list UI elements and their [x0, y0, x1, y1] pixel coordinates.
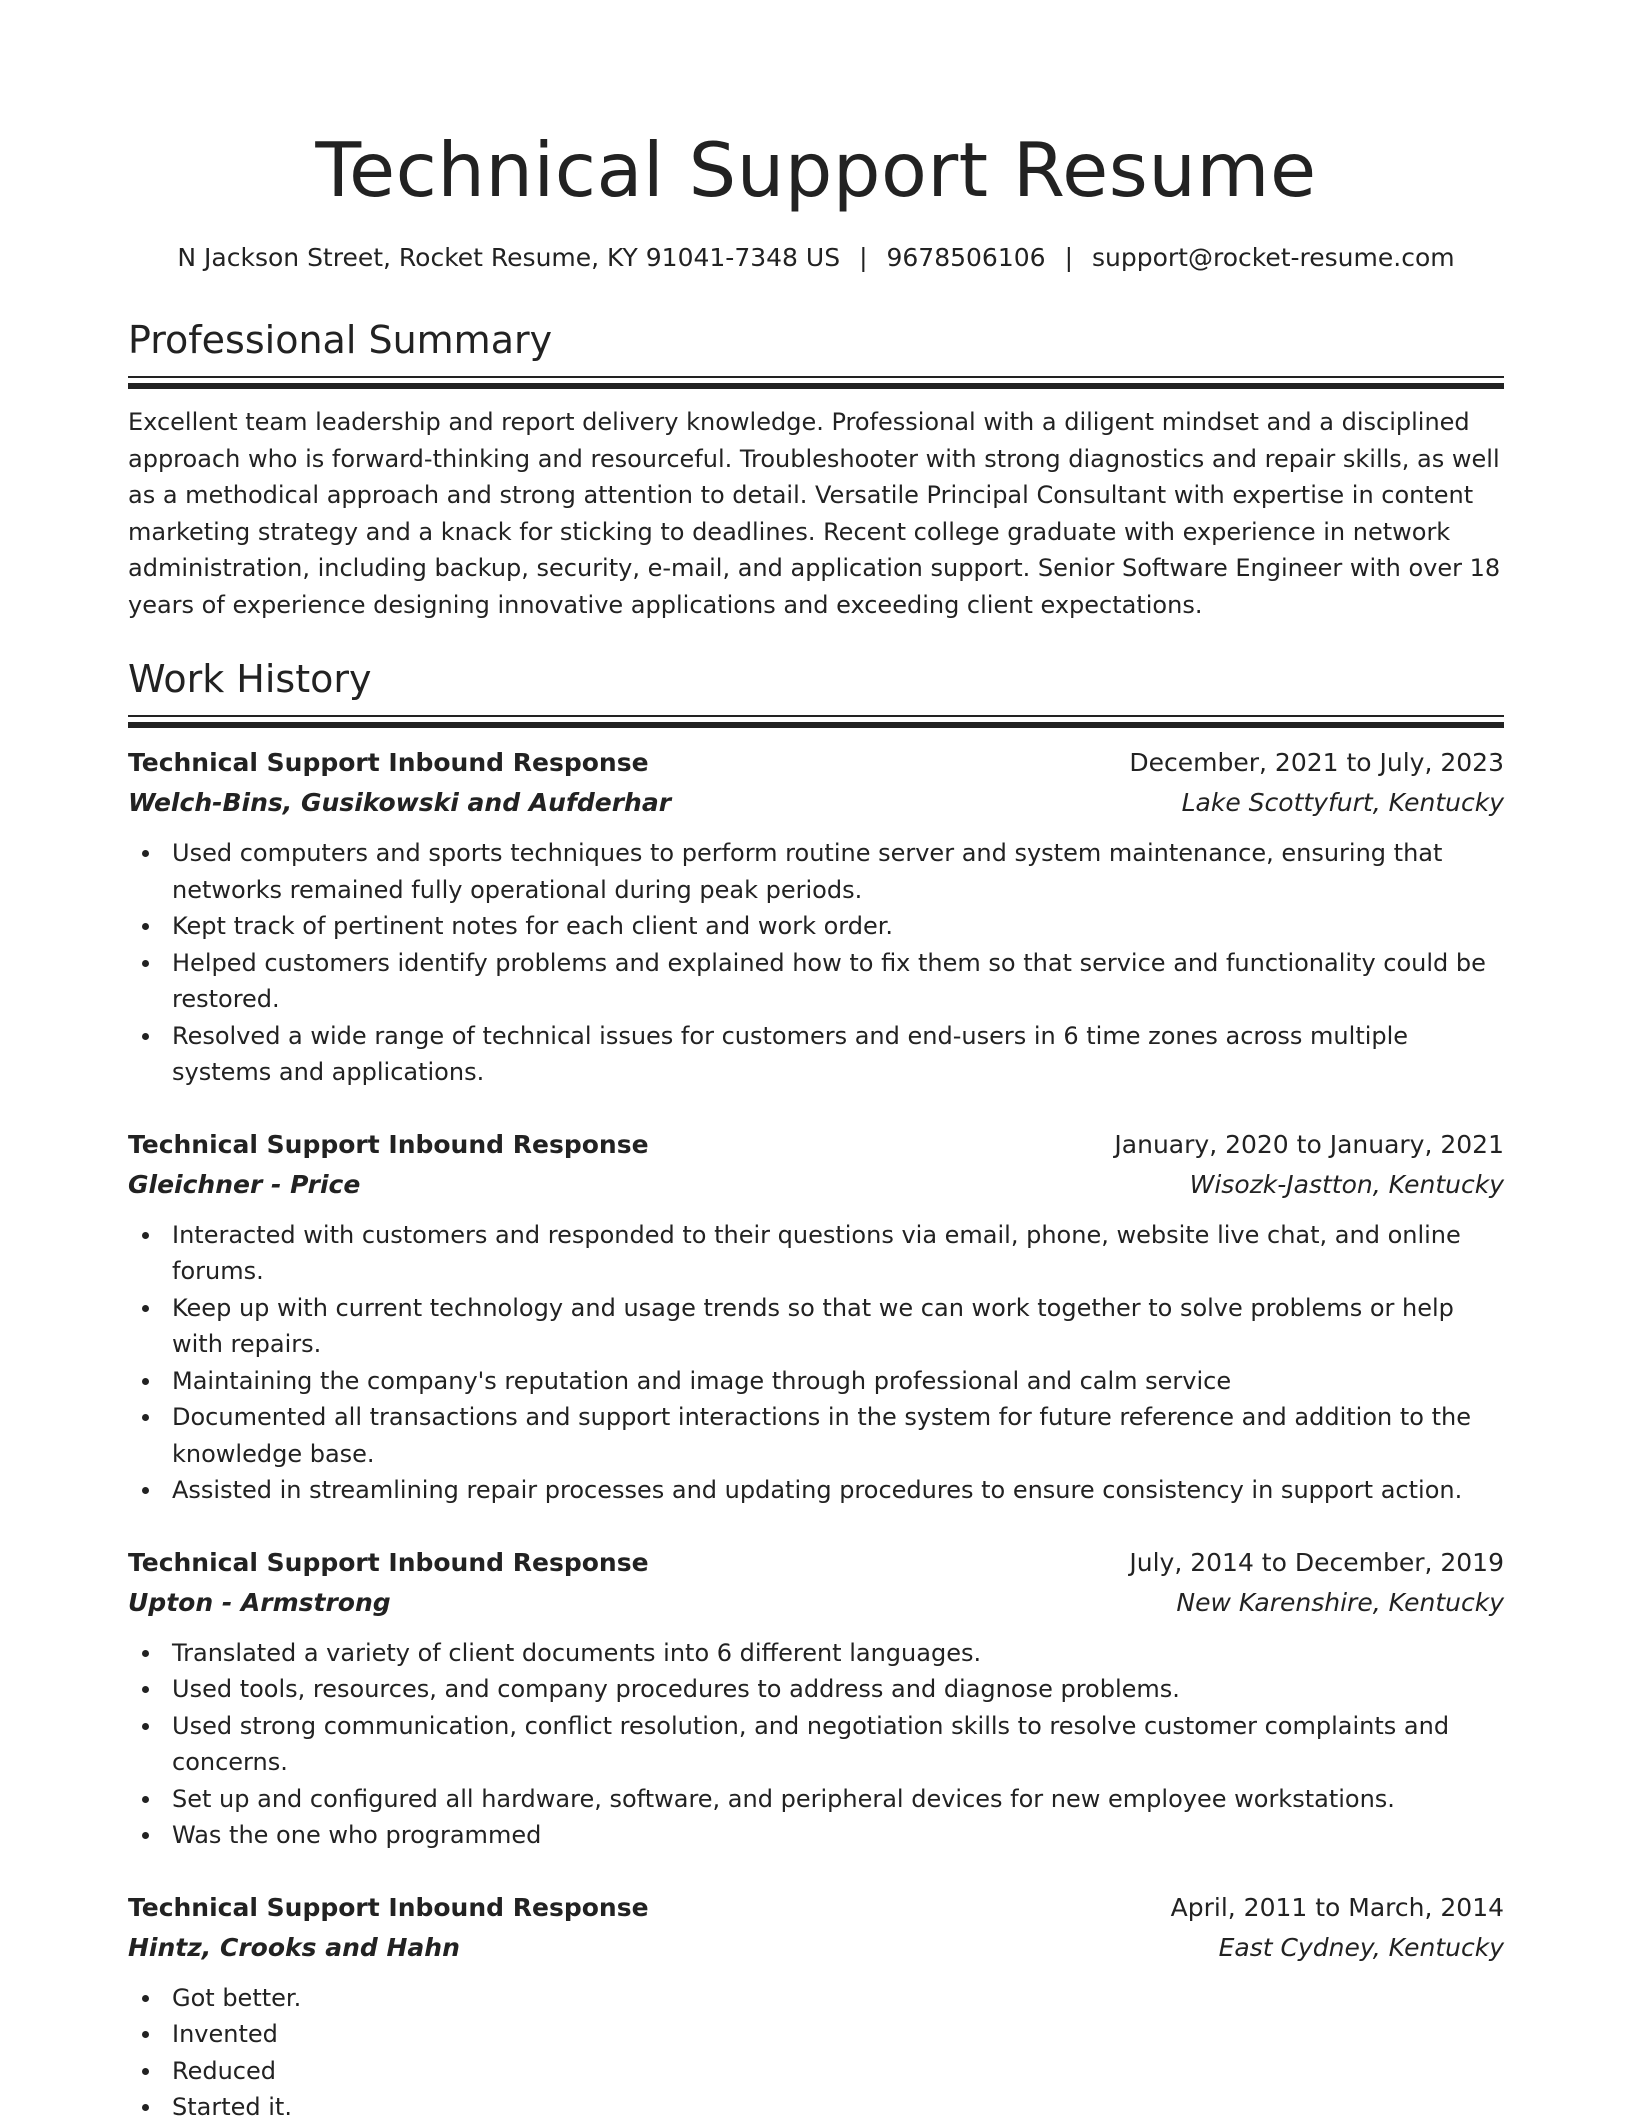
contact-separator: |: [859, 243, 868, 272]
job-company-row: [128, 783, 1504, 823]
job-bullet-text: Used computers and sports techniques to perform routine server and system maintenance, ensuring that networks remained fully operational during peak periods.: [172, 839, 1443, 904]
job-bullet-item: [128, 2053, 1504, 2090]
job-bullet-text: Was the one who programmed: [172, 1821, 542, 1849]
job-company-row: [128, 1165, 1504, 1205]
job-company: Gleichner - Price: [128, 1169, 361, 1199]
job-bullet-item: [128, 1708, 1504, 1781]
job-bullet-text: Maintaining the company's reputation and image through professional and calm service: [172, 1366, 1232, 1395]
bullet-dot-icon: [142, 1832, 149, 1839]
job-title: Technical Support Inbound Response: [128, 1547, 649, 1577]
work-history-section: [128, 653, 1504, 2126]
job-entry: [128, 1543, 1504, 1854]
section-heading-summary: Professional Summary: [128, 318, 553, 362]
job-header-row: [128, 1543, 1504, 1583]
job-bullet-item: [128, 1399, 1504, 1472]
job-entry: [128, 743, 1504, 1091]
job-bullet-list: [128, 1980, 1504, 2126]
job-title: Technical Support Inbound Response: [128, 1892, 649, 1922]
job-bullet-text: Documented all transactions and support interactions in the system for future reference and addition to the knowledge base.: [172, 1403, 1471, 1468]
job-location: Lake Scottyfurt, Kentucky: [1181, 788, 1504, 817]
job-bullet-text: Used tools, resources, and company procedures to address and diagnose problems.: [172, 1675, 1180, 1703]
bullet-dot-icon: [142, 2031, 149, 2038]
section-divider: [128, 715, 1504, 727]
job-bullet-text: Resolved a wide range of technical issues for customers and end-users in 6 time zones across multiple systems and applications.: [172, 1021, 1409, 1086]
section-heading-work-history: Work History: [128, 657, 372, 701]
bullet-dot-icon: [142, 1305, 149, 1312]
resume-title: Technical Support Resume: [315, 126, 1317, 214]
job-bullet-text: Used strong communication, conflict resolution, and negotiation skills to resolve customer complaints and concerns.: [172, 1711, 1450, 1776]
job-bullet-text: Started it.: [172, 2093, 292, 2121]
job-dates: January, 2020 to January, 2021: [1114, 1129, 1504, 1159]
job-bullet-list: [128, 835, 1504, 1091]
contact-address: N Jackson Street, Rocket Resume, KY 91041-7348 US: [177, 243, 841, 272]
job-location: Wisozk-Jastton, Kentucky: [1189, 1169, 1504, 1199]
job-bullet-text: Reduced: [172, 2056, 277, 2085]
bullet-dot-icon: [142, 1378, 149, 1385]
bullet-dot-icon: [142, 1723, 149, 1730]
job-bullet-list: [128, 1635, 1504, 1854]
bullet-dot-icon: [142, 1487, 149, 1494]
job-bullet-item: [128, 2089, 1504, 2126]
job-bullet-text: Set up and configured all hardware, software, and peripheral devices for new employee workstations.: [172, 1784, 1395, 1813]
job-dates: July, 2014 to December, 2019: [1129, 1547, 1504, 1577]
job-bullet-text: Invented: [172, 2020, 278, 2048]
job-dates: December, 2021 to July, 2023: [1129, 748, 1504, 777]
contact-line: [128, 240, 1504, 276]
job-entry: [128, 1888, 1504, 2126]
job-bullet-item: [128, 1363, 1504, 1400]
job-company-row: [128, 1583, 1504, 1623]
job-header-row: [128, 1888, 1504, 1928]
job-bullet-item: [128, 835, 1504, 908]
bullet-dot-icon: [142, 1033, 149, 1040]
job-bullet-text: Interacted with customers and responded to their questions via email, phone, website live chat, and online forums.: [172, 1220, 1461, 1285]
job-bullet-item: [128, 1781, 1504, 1818]
job-bullet-list: [128, 1217, 1504, 1509]
job-header-row: [128, 1125, 1504, 1165]
job-entry: [128, 1125, 1504, 1509]
job-list: [128, 743, 1504, 2126]
bullet-dot-icon: [142, 1686, 149, 1693]
job-bullet-item: [128, 1817, 1504, 1854]
job-location: East Cydney, Kentucky: [1218, 1932, 1504, 1962]
bullet-dot-icon: [142, 1232, 149, 1239]
job-location: New Karenshire, Kentucky: [1176, 1587, 1504, 1617]
bullet-dot-icon: [142, 1995, 149, 2002]
bullet-dot-icon: [142, 960, 149, 967]
job-bullet-item: [128, 908, 1504, 945]
job-bullet-item: [128, 1290, 1504, 1363]
bullet-dot-icon: [142, 1414, 149, 1421]
job-bullet-item: [128, 1671, 1504, 1708]
job-bullet-text: Translated a variety of client documents into 6 different languages.: [172, 1638, 982, 1667]
job-title: Technical Support Inbound Response: [128, 748, 649, 777]
job-dates: April, 2011 to March, 2014: [1170, 1892, 1504, 1922]
bullet-dot-icon: [142, 1650, 149, 1657]
job-bullet-text: Assisted in streamlining repair processes and updating procedures to ensure consistency in support action.: [172, 1476, 1463, 1504]
job-title: Technical Support Inbound Response: [128, 1129, 649, 1159]
contact-email: support@rocket-resume.com: [1092, 243, 1455, 272]
contact-separator: |: [1064, 243, 1073, 272]
job-company: Upton - Armstrong: [128, 1587, 391, 1617]
bullet-dot-icon: [142, 923, 149, 930]
job-company: Hintz, Crooks and Hahn: [128, 1932, 460, 1962]
job-bullet-item: [128, 1018, 1504, 1091]
contact-phone: 9678506106: [886, 243, 1046, 272]
job-bullet-item: [128, 1217, 1504, 1290]
job-bullet-text: Kept track of pertinent notes for each client and work order.: [172, 912, 894, 940]
job-bullet-text: Got better.: [172, 1983, 302, 2012]
job-bullet-item: [128, 1472, 1504, 1509]
bullet-dot-icon: [142, 850, 149, 857]
job-bullet-item: [128, 945, 1504, 1018]
job-company: Welch-Bins, Gusikowski and Aufderhar: [128, 788, 672, 817]
bullet-dot-icon: [142, 1796, 149, 1803]
bullet-dot-icon: [142, 2104, 149, 2111]
bullet-dot-icon: [142, 2068, 149, 2075]
job-bullet-item: [128, 1635, 1504, 1672]
professional-summary-section: [128, 314, 1504, 623]
section-divider: [128, 376, 1504, 388]
job-bullet-item: [128, 2016, 1504, 2053]
job-header-row: [128, 743, 1504, 783]
job-bullet-text: Keep up with current technology and usage trends so that we can work together to solve problems or help with repairs.: [172, 1293, 1454, 1358]
summary-text: Excellent team leadership and report delivery knowledge. Professional with a diligent mindset and a disciplined approach who is forward-thinking and resourceful. Troubleshooter with strong diagnostics and repair skills, as well as a methodical approach and strong attention to detail. Versatile Principal Consultant with expertise in content marketing strategy and a knack for sticking to deadlines. Recent college graduate with experience in network administration, including backup, security, e-mail, and application support. Senior Software Engineer with over 18 years of experience designing innovative applications and exceeding client expectations.: [128, 408, 1501, 619]
job-bullet-text: Helped customers identify problems and explained how to fix them so that service and functionality could be restored.: [172, 948, 1486, 1013]
job-company-row: [128, 1928, 1504, 1968]
job-bullet-item: [128, 1980, 1504, 2017]
